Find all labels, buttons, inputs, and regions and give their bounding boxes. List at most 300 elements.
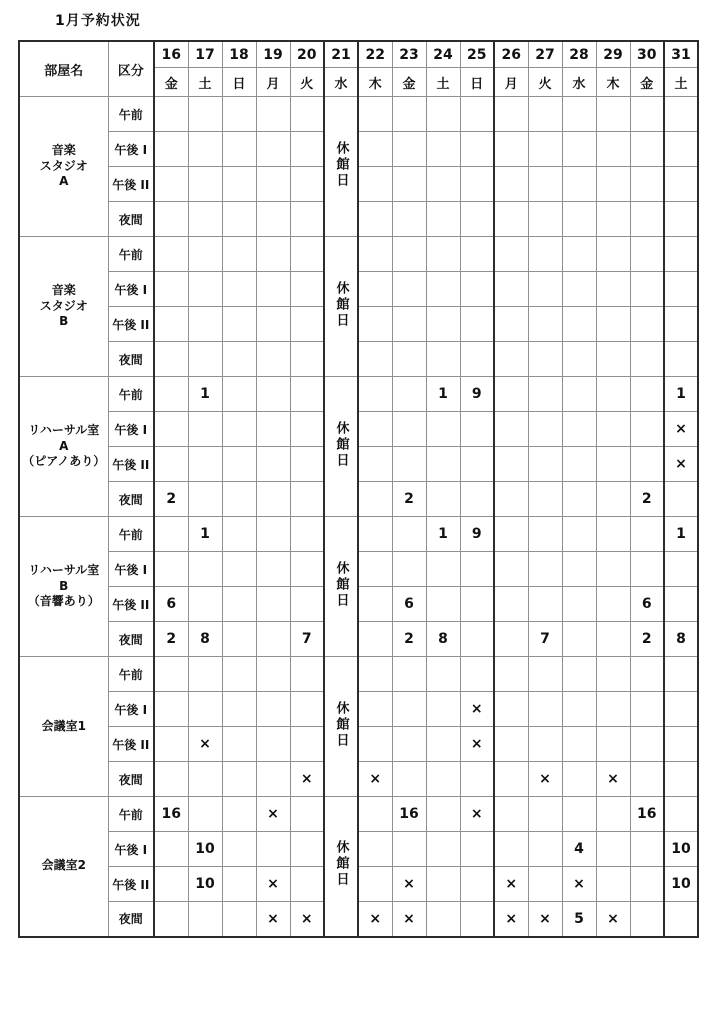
slot-label-cell: 午前 <box>108 237 154 272</box>
reservation-cell <box>528 202 562 237</box>
reservation-cell: × <box>460 692 494 727</box>
reservation-cell <box>630 727 664 762</box>
reservation-cell <box>290 167 324 202</box>
reservation-cell: 1 <box>188 377 222 412</box>
reservation-cell <box>528 447 562 482</box>
table-row <box>19 377 698 412</box>
reservation-cell <box>664 167 698 202</box>
reservation-cell <box>358 832 392 867</box>
closed-day-label: 休館日 <box>333 840 349 889</box>
reservation-cell <box>392 307 426 342</box>
reservation-cell <box>222 622 256 657</box>
reservation-cell <box>426 202 460 237</box>
slot-label-cell: 午前 <box>108 517 154 552</box>
slot-label-cell: 午後 I <box>108 832 154 867</box>
reservation-cell <box>290 692 324 727</box>
reservation-cell <box>596 482 630 517</box>
reservation-cell <box>426 272 460 307</box>
reservation-cell <box>256 832 290 867</box>
reservation-cell <box>290 657 324 692</box>
reservation-cell <box>630 377 664 412</box>
reservation-table <box>18 40 699 938</box>
room-name-line: A <box>59 174 69 189</box>
reservation-cell <box>630 237 664 272</box>
reservation-cell <box>222 587 256 622</box>
reservation-cell <box>358 307 392 342</box>
reservation-cell <box>426 412 460 447</box>
reservation-cell <box>290 727 324 762</box>
reservation-cell <box>528 552 562 587</box>
reservation-cell <box>426 727 460 762</box>
slot-label-cell: 夜間 <box>108 762 154 797</box>
reservation-cell <box>562 447 596 482</box>
reservation-cell: 9 <box>460 517 494 552</box>
reservation-cell <box>222 447 256 482</box>
reservation-cell <box>358 797 392 832</box>
reservation-cell <box>358 447 392 482</box>
dow-header-cell: 金 <box>154 68 188 97</box>
closed-day-label: 休館日 <box>333 280 349 329</box>
reservation-cell <box>630 902 664 937</box>
reservation-cell: 10 <box>664 867 698 902</box>
table-row <box>19 132 698 167</box>
reservation-cell <box>562 377 596 412</box>
table-body <box>19 97 698 937</box>
reservation-cell: 2 <box>392 622 426 657</box>
slot-label-cell: 夜間 <box>108 622 154 657</box>
reservation-cell <box>528 412 562 447</box>
room-name-line: 音楽 <box>51 283 76 298</box>
reservation-cell <box>460 447 494 482</box>
reservation-cell <box>392 447 426 482</box>
reservation-cell <box>596 517 630 552</box>
reservation-cell <box>460 482 494 517</box>
reservation-cell <box>256 272 290 307</box>
reservation-cell <box>154 377 188 412</box>
reservation-cell <box>596 377 630 412</box>
reservation-cell <box>222 867 256 902</box>
closed-day-label: 休館日 <box>333 420 349 469</box>
reservation-cell: 8 <box>426 622 460 657</box>
reservation-cell <box>392 272 426 307</box>
dow-header-cell: 木 <box>358 68 392 97</box>
reservation-cell <box>188 342 222 377</box>
dow-header-cell: 水 <box>324 68 358 97</box>
room-name-cell <box>19 517 108 657</box>
reservation-cell <box>494 692 528 727</box>
reservation-cell <box>222 272 256 307</box>
reservation-cell <box>596 167 630 202</box>
dow-header-cell: 火 <box>528 68 562 97</box>
date-header-cell: 16 <box>154 41 188 68</box>
reservation-cell: 1 <box>664 517 698 552</box>
table-row <box>19 692 698 727</box>
reservation-cell <box>596 692 630 727</box>
reservation-cell <box>290 272 324 307</box>
reservation-cell <box>494 762 528 797</box>
reservation-cell <box>256 132 290 167</box>
reservation-cell: × <box>358 762 392 797</box>
reservation-cell <box>562 692 596 727</box>
closed-day-cell <box>324 517 358 657</box>
reservation-cell: × <box>460 797 494 832</box>
reservation-cell <box>392 132 426 167</box>
reservation-cell <box>188 272 222 307</box>
reservation-cell <box>222 97 256 132</box>
reservation-cell <box>460 832 494 867</box>
table-row <box>19 832 698 867</box>
reservation-cell <box>358 867 392 902</box>
reservation-cell <box>222 517 256 552</box>
reservation-cell <box>460 867 494 902</box>
reservation-cell: 1 <box>664 377 698 412</box>
reservation-cell <box>392 167 426 202</box>
reservation-cell: 16 <box>392 797 426 832</box>
reservation-cell <box>426 832 460 867</box>
reservation-cell <box>528 867 562 902</box>
reservation-cell <box>154 692 188 727</box>
reservation-cell <box>596 237 630 272</box>
closed-day-cell <box>324 657 358 797</box>
room-name-line: B <box>59 314 69 329</box>
reservation-cell <box>290 447 324 482</box>
reservation-cell: × <box>358 902 392 937</box>
reservation-cell <box>528 237 562 272</box>
reservation-cell <box>392 202 426 237</box>
date-header-cell: 31 <box>664 41 698 68</box>
table-row <box>19 167 698 202</box>
reservation-cell <box>392 832 426 867</box>
reservation-cell <box>222 692 256 727</box>
reservation-cell <box>596 202 630 237</box>
reservation-cell <box>358 272 392 307</box>
reservation-cell: 9 <box>460 377 494 412</box>
reservation-cell <box>256 517 290 552</box>
table-row <box>19 412 698 447</box>
reservation-cell: 2 <box>154 622 188 657</box>
dow-header-cell: 木 <box>596 68 630 97</box>
reservation-cell <box>188 97 222 132</box>
reservation-cell <box>256 167 290 202</box>
reservation-cell <box>664 97 698 132</box>
closed-day-label: 休館日 <box>333 140 349 189</box>
reservation-cell <box>154 762 188 797</box>
reservation-cell <box>358 657 392 692</box>
table-row <box>19 867 698 902</box>
table-row <box>19 622 698 657</box>
reservation-cell <box>528 727 562 762</box>
reservation-cell <box>528 797 562 832</box>
reservation-cell <box>426 587 460 622</box>
room-name-line: リハーサル室 <box>28 423 100 438</box>
reservation-cell: 7 <box>528 622 562 657</box>
reservation-cell <box>188 447 222 482</box>
reservation-cell <box>664 342 698 377</box>
slot-label-cell: 午後 II <box>108 307 154 342</box>
reservation-cell <box>596 412 630 447</box>
reservation-cell <box>494 587 528 622</box>
slot-label-cell: 午後 I <box>108 412 154 447</box>
reservation-cell <box>562 272 596 307</box>
reservation-cell <box>528 307 562 342</box>
reservation-cell <box>256 482 290 517</box>
reservation-cell <box>154 342 188 377</box>
reservation-cell <box>358 727 392 762</box>
date-header-cell: 29 <box>596 41 630 68</box>
reservation-cell <box>358 412 392 447</box>
reservation-cell <box>290 517 324 552</box>
room-name-line: 会議室2 <box>41 858 86 873</box>
reservation-cell <box>256 447 290 482</box>
reservation-cell <box>494 727 528 762</box>
reservation-cell <box>290 482 324 517</box>
reservation-cell <box>222 307 256 342</box>
date-header-cell: 24 <box>426 41 460 68</box>
table-row <box>19 307 698 342</box>
reservation-cell <box>494 447 528 482</box>
reservation-cell <box>222 902 256 937</box>
reservation-cell <box>562 552 596 587</box>
reservation-cell: 2 <box>154 482 188 517</box>
date-header-cell: 17 <box>188 41 222 68</box>
reservation-cell: 7 <box>290 622 324 657</box>
table-row <box>19 657 698 692</box>
date-header-cell: 22 <box>358 41 392 68</box>
reservation-cell <box>528 832 562 867</box>
reservation-cell <box>460 307 494 342</box>
reservation-cell <box>256 202 290 237</box>
reservation-cell <box>494 237 528 272</box>
reservation-cell <box>392 412 426 447</box>
reservation-cell <box>562 657 596 692</box>
reservation-cell <box>154 132 188 167</box>
reservation-cell <box>392 657 426 692</box>
date-header-cell: 25 <box>460 41 494 68</box>
reservation-cell <box>664 482 698 517</box>
reservation-cell <box>562 797 596 832</box>
reservation-cell: 8 <box>188 622 222 657</box>
date-header-cell: 18 <box>222 41 256 68</box>
reservation-cell <box>392 762 426 797</box>
reservation-cell <box>460 762 494 797</box>
reservation-cell <box>630 657 664 692</box>
reservation-cell <box>562 517 596 552</box>
dow-header-cell: 水 <box>562 68 596 97</box>
reservation-cell: 10 <box>188 867 222 902</box>
reservation-cell <box>426 552 460 587</box>
reservation-cell: 2 <box>630 482 664 517</box>
reservation-cell <box>460 167 494 202</box>
reservation-cell <box>188 902 222 937</box>
reservation-cell <box>426 167 460 202</box>
reservation-cell <box>630 832 664 867</box>
room-name-line: （音響あり） <box>27 594 100 609</box>
reservation-cell <box>528 482 562 517</box>
table-row <box>19 237 698 272</box>
reservation-cell <box>562 132 596 167</box>
reservation-cell <box>460 132 494 167</box>
reservation-cell: × <box>664 447 698 482</box>
reservation-cell <box>256 377 290 412</box>
room-name-line: B <box>59 578 69 593</box>
reservation-cell <box>290 342 324 377</box>
reservation-cell <box>426 902 460 937</box>
reservation-cell <box>154 97 188 132</box>
reservation-cell: 2 <box>630 622 664 657</box>
table-row <box>19 447 698 482</box>
reservation-cell <box>222 482 256 517</box>
reservation-cell: 10 <box>188 832 222 867</box>
reservation-cell <box>596 132 630 167</box>
reservation-cell <box>188 167 222 202</box>
reservation-cell <box>154 202 188 237</box>
table-row <box>19 97 698 132</box>
reservation-cell <box>494 97 528 132</box>
dow-header-cell: 金 <box>392 68 426 97</box>
reservation-cell <box>426 132 460 167</box>
reservation-cell <box>392 692 426 727</box>
reservation-cell: × <box>596 762 630 797</box>
reservation-cell <box>392 517 426 552</box>
reservation-cell <box>222 132 256 167</box>
slot-label-cell: 午後 I <box>108 132 154 167</box>
reservation-cell <box>256 622 290 657</box>
date-header-row <box>19 41 698 68</box>
table-row <box>19 342 698 377</box>
reservation-cell <box>630 552 664 587</box>
reservation-cell <box>290 97 324 132</box>
dow-header-cell: 土 <box>426 68 460 97</box>
reservation-cell <box>222 237 256 272</box>
reservation-cell <box>664 657 698 692</box>
reservation-cell <box>426 867 460 902</box>
reservation-cell <box>494 202 528 237</box>
reservation-cell <box>630 307 664 342</box>
reservation-cell <box>494 167 528 202</box>
reservation-cell <box>562 202 596 237</box>
reservation-cell <box>426 447 460 482</box>
reservation-cell <box>256 342 290 377</box>
reservation-cell <box>460 237 494 272</box>
reservation-cell <box>562 482 596 517</box>
reservation-cell <box>222 797 256 832</box>
reservation-cell <box>426 797 460 832</box>
room-name-line: スタジオ <box>39 298 88 313</box>
reservation-cell <box>596 342 630 377</box>
reservation-cell: × <box>256 867 290 902</box>
reservation-cell <box>596 832 630 867</box>
reservation-cell <box>460 902 494 937</box>
reservation-cell <box>358 517 392 552</box>
reservation-cell <box>460 412 494 447</box>
reservation-cell <box>494 272 528 307</box>
reservation-cell <box>664 902 698 937</box>
reservation-cell <box>596 587 630 622</box>
reservation-cell <box>188 552 222 587</box>
room-name-cell <box>19 797 108 937</box>
reservation-cell <box>630 272 664 307</box>
reservation-cell <box>358 202 392 237</box>
reservation-cell <box>256 762 290 797</box>
reservation-cell <box>154 867 188 902</box>
reservation-cell <box>528 692 562 727</box>
page-title: 1月予約状況 <box>55 13 141 29</box>
date-header-cell: 19 <box>256 41 290 68</box>
room-name-line: 音楽 <box>51 143 76 158</box>
reservation-cell <box>664 727 698 762</box>
reservation-cell <box>188 657 222 692</box>
date-header-cell: 28 <box>562 41 596 68</box>
reservation-cell <box>596 272 630 307</box>
reservation-cell: 16 <box>154 797 188 832</box>
reservation-cell <box>494 552 528 587</box>
reservation-cell <box>426 342 460 377</box>
reservation-cell <box>596 307 630 342</box>
room-name-line: （ピアノあり） <box>22 454 106 469</box>
reservation-cell <box>562 622 596 657</box>
slot-label-cell: 午後 II <box>108 867 154 902</box>
room-name-cell <box>19 97 108 237</box>
reservation-cell: × <box>562 867 596 902</box>
reservation-cell <box>222 832 256 867</box>
reservation-cell: 8 <box>664 622 698 657</box>
reservation-cell <box>460 272 494 307</box>
reservation-cell <box>426 657 460 692</box>
reservation-cell: × <box>528 902 562 937</box>
reservation-cell <box>358 587 392 622</box>
date-header-cell: 21 <box>324 41 358 68</box>
reservation-cell <box>426 97 460 132</box>
table-row <box>19 727 698 762</box>
reservation-cell <box>256 237 290 272</box>
reservation-cell: × <box>664 412 698 447</box>
reservation-cell <box>426 762 460 797</box>
reservation-cell <box>188 587 222 622</box>
reservation-cell: 2 <box>392 482 426 517</box>
reservation-cell <box>154 307 188 342</box>
reservation-cell <box>460 342 494 377</box>
reservation-cell: × <box>494 867 528 902</box>
table-row <box>19 902 698 937</box>
reservation-cell <box>256 552 290 587</box>
reservation-cell <box>664 762 698 797</box>
reservation-cell <box>290 237 324 272</box>
reservation-cell <box>188 237 222 272</box>
reservation-cell <box>630 692 664 727</box>
reservation-cell <box>562 97 596 132</box>
reservation-cell <box>426 307 460 342</box>
reservation-cell <box>528 167 562 202</box>
dow-header-cell: 月 <box>256 68 290 97</box>
reservation-cell: 1 <box>426 517 460 552</box>
reservation-cell <box>630 447 664 482</box>
reservation-cell <box>562 762 596 797</box>
reservation-cell <box>528 97 562 132</box>
reservation-cell <box>154 517 188 552</box>
reservation-cell <box>358 622 392 657</box>
reservation-cell <box>392 97 426 132</box>
reservation-cell <box>290 377 324 412</box>
slot-label-cell: 午前 <box>108 657 154 692</box>
reservation-cell: × <box>290 902 324 937</box>
table-row <box>19 202 698 237</box>
dow-header-cell: 金 <box>630 68 664 97</box>
reservation-cell <box>392 377 426 412</box>
slot-label-cell: 夜間 <box>108 342 154 377</box>
reservation-cell: 6 <box>630 587 664 622</box>
reservation-cell <box>596 552 630 587</box>
reservation-cell <box>630 97 664 132</box>
